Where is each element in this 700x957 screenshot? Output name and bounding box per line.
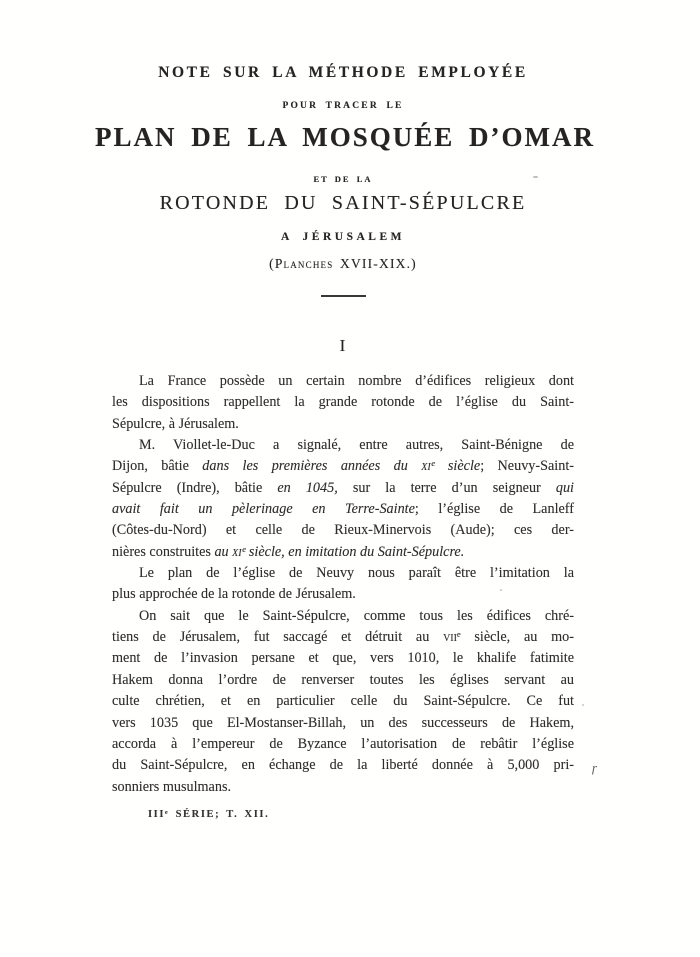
text-segment: ment de l’invasion persane et que, vers 1010, le khalife fatimite: [112, 650, 574, 667]
text-segment: La France possède un certain nombre d’édifices religieux dont: [139, 373, 574, 389]
text-segment: siècle, au mo-: [460, 629, 574, 646]
text-segment: On sait que le Saint-Sépulcre, comme tous les édifices chré-: [139, 607, 574, 624]
note-title: NOTE SUR LA MÉTHODE EMPLOYÉE: [158, 64, 528, 81]
text-segment: culte chrétien, et en particulier celle du Saint-Sépulcre. Ce fut: [112, 693, 574, 710]
text-segment: tiens de Jérusalem, fut saccagé et détruit au: [112, 629, 444, 646]
text-segment: ; Neuvy-Saint-: [480, 458, 574, 475]
ink-speck: [582, 704, 584, 706]
text-line: [112, 627, 574, 648]
text-line: [112, 648, 574, 669]
text-segment: Dijon, bâtie: [112, 458, 203, 475]
text-segment: siècle, en imitation du Saint-Sépulcre.: [245, 543, 465, 560]
text-segment: sur la terre d’un seigneur: [337, 479, 556, 496]
text-line: [112, 435, 574, 456]
text-segment: viiᵉ: [443, 629, 461, 646]
text-segment: qui: [555, 479, 574, 496]
text-segment: Sépulcre (Indre), bâtie: [112, 479, 278, 496]
subtitle-et-de-la: ET DE LA: [313, 174, 373, 184]
text-segment: (Côtes-du-Nord) et celle de Rieux-Minervois (Aude); ces der-: [112, 522, 574, 539]
text-line: [112, 563, 574, 584]
margin-pencil-mark: ɼ: [592, 760, 597, 775]
ink-speck: [533, 176, 538, 178]
text-segment: sonniers musulmans.: [112, 778, 232, 795]
planches-reference: (Planches XVII-XIX.): [269, 256, 417, 271]
divider-rule: [321, 295, 366, 297]
text-line: [112, 392, 574, 413]
text-segment: siècle: [434, 458, 481, 475]
text-line: [112, 734, 574, 755]
text-line: [112, 520, 574, 541]
text-line: [112, 542, 574, 563]
text-segment: Hakem donna l’ordre de renverser toutes les églises servant au: [112, 671, 574, 688]
text-segment: nières construites: [112, 543, 215, 560]
text-segment: avait fait un pèlerinage en Terre-Sainte: [112, 501, 415, 518]
text-line: [112, 414, 574, 435]
text-line: [112, 456, 574, 477]
text-segment: dans les premières années du: [202, 458, 422, 475]
text-line: [112, 713, 574, 734]
text-line: [112, 371, 574, 392]
text-segment: du Saint-Sépulcre, en échange de la liberté donnée à 5,000 pri-: [112, 757, 574, 774]
section-heading: I: [339, 336, 347, 355]
text-line: [112, 777, 574, 798]
text-line: [112, 584, 574, 605]
text-segment: les dispositions rappellent la grande rotonde de l’église du Saint-: [112, 394, 574, 411]
text-line: [112, 478, 574, 499]
rotonde-title: ROTONDE DU SAINT-SÉPULCRE: [159, 192, 527, 214]
main-title: PLAN DE LA MOSQUÉE D’OMAR: [95, 122, 596, 152]
text-segment: ; l’église de Lanleff: [414, 501, 574, 518]
text-line: [112, 499, 574, 520]
text-segment: Le plan de l’église de Neuvy nous paraît être l’imitation la: [139, 565, 574, 582]
text-segment: au: [214, 543, 233, 560]
footer-signature: IIIᵉ SÉRIE; T. XII.: [148, 809, 270, 820]
text-line: [112, 670, 574, 691]
ink-speck: [500, 589, 502, 591]
text-segment: xiᵉ: [232, 543, 246, 560]
text-line: [112, 691, 574, 712]
body-text: [112, 371, 574, 798]
text-segment: en 1045,: [277, 479, 338, 496]
text-segment: Sépulcre, à Jérusalem.: [112, 415, 239, 432]
subtitle-pour-tracer: POUR TRACER LE: [282, 101, 404, 111]
text-segment: accorda à l’empereur de Byzance l’autorisation de rebâtir l’église: [112, 735, 574, 752]
text-segment: xiᵉ: [421, 458, 435, 475]
text-segment: vers 1035 que El-Mostanser-Billah, un des successeurs de Hakem,: [112, 714, 574, 731]
text-segment: M. Viollet-le-Duc a signalé, entre autres, Saint-Bénigne de: [139, 437, 574, 454]
text-segment: plus approchée de la rotonde de Jérusalem.: [112, 586, 356, 603]
text-line: [112, 606, 574, 627]
text-line: [112, 755, 574, 776]
jerusalem-subtitle: A JÉRUSALEM: [281, 231, 405, 243]
